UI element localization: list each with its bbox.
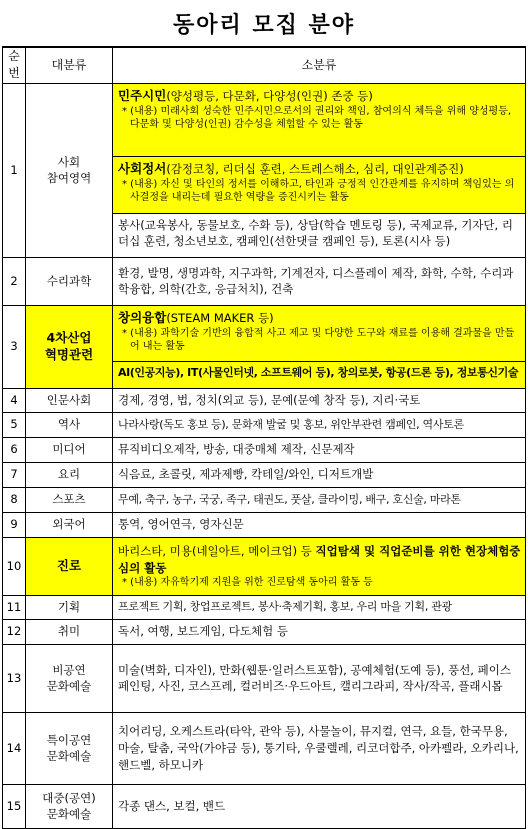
row-category: 비공연 문화예술: [26, 644, 113, 712]
sub-block: [113, 156, 525, 213]
row-no: 8: [3, 487, 26, 512]
table-row: [3, 487, 526, 512]
sub-head: 사회정서: [118, 160, 167, 176]
row-no: 14: [3, 712, 26, 784]
table-row: [3, 388, 526, 412]
row-category: 취미: [26, 619, 113, 644]
row-no: 7: [3, 462, 26, 487]
row-no: 11: [3, 595, 26, 619]
row-category: 수리과학: [26, 257, 113, 305]
row-category: 대중(공연) 문화예술: [26, 784, 113, 828]
sub-block: [113, 306, 525, 361]
sub-text: (감정코칭, 리더십 훈련, 스트레스해소, 심리, 대인관계증진): [166, 161, 464, 176]
table-row: [3, 462, 526, 487]
row-subcategory: 프로젝트 기획, 창업프로젝트, 봉사·축제기획, 홍보, 우리 마을 기획, 관광: [113, 595, 526, 619]
table-row: [3, 437, 526, 462]
row-category: 사회 참여영역: [26, 83, 113, 257]
table-row: [3, 537, 526, 595]
row-subcategory: 경제, 경영, 법, 정치(외교 등), 문예(문예 창작 등), 지리·국토: [113, 388, 526, 412]
row-category: 진로: [26, 537, 113, 595]
sub-block: AI(인공지능), IT(사물인터넷, 소프트웨어 등), 창의로봇, 항공(드론 등), 정보통신기술: [113, 361, 525, 388]
row-category: 스포츠: [26, 487, 113, 512]
row-category: 4차산업 혁명관련: [26, 305, 113, 388]
table-row: [3, 83, 526, 257]
row-no: 1: [3, 83, 26, 257]
row-subcategory: 독서, 여행, 보드게임, 다도체험 등: [113, 619, 526, 644]
header-no: 순번: [3, 47, 26, 83]
table-row: [3, 712, 526, 784]
page-title: 동아리 모집 분야: [172, 12, 356, 38]
row-category: 기획: [26, 595, 113, 619]
table-row: [3, 595, 526, 619]
table-header-row: [3, 47, 526, 83]
table-row: [3, 619, 526, 644]
row-no: 10: [3, 537, 26, 595]
row-no: 9: [3, 512, 26, 537]
row-no: 13: [3, 644, 26, 712]
row-subcategory: 각종 댄스, 보컬, 밴드: [113, 784, 526, 828]
row-subcategory: [113, 83, 526, 257]
row-no: 15: [3, 784, 26, 828]
table-row: [3, 412, 526, 437]
row-category: 역사: [26, 412, 113, 437]
table-row: [3, 644, 526, 712]
row-subcategory: 치어리딩, 오케스트라(타악, 관악 등), 사물놀이, 뮤지컬, 연극, 요들, 한국무용, 마술, 탈춤, 국악(가야금 등), 통기타, 우쿨렐레, 리코더합주, 아카펠라, 오카리나, 핸드벨, 하모니카: [113, 712, 526, 784]
row-subcategory: 뮤직비디오제작, 방송, 대중매체 제작, 신문제작: [113, 437, 526, 462]
table-row: [3, 305, 526, 388]
sub-note: * (내용) 자유학기제 지원을 위한 진로탐색 동아리 활동 등: [122, 577, 373, 589]
row-category: 인문사회: [26, 388, 113, 412]
sub-block: 봉사(교육봉사, 동물보호, 수화 등), 상담(학습 멘토링 등), 국제교류, 기자단, 리더십 훈련, 청소년보호, 캠페인(선한댓글 캠페인 등), 토론(시사 등): [113, 213, 525, 257]
row-subcategory: 환경, 발명, 생명과학, 지구과학, 기계전자, 디스플레이 제작, 화학, 수학, 수리과학융합, 의학(간호, 응급처치), 건축: [113, 257, 526, 305]
row-subcategory: [113, 305, 526, 388]
header-category: 대분류: [26, 47, 113, 83]
row-no: 4: [3, 388, 26, 412]
sub-head: 민주시민: [118, 87, 167, 103]
sub-text: (STEAM MAKER 등): [166, 310, 274, 325]
row-subcategory: 통역, 영어연극, 영자신문: [113, 512, 526, 537]
row-no: 2: [3, 257, 26, 305]
row-category: 미디어: [26, 437, 113, 462]
table-row: [3, 512, 526, 537]
row-subcategory: [113, 537, 526, 595]
sub-block: [113, 84, 525, 156]
row-subcategory: 미술(벽화, 디자인), 만화(웹툰·일러스트포함), 공예체험(도예 등), 풍선, 페이스페인팅, 사진, 코스프레, 컬러비즈·우드아트, 캘리그라피, 작사/작곡, 플래시몹: [113, 644, 526, 712]
row-category: 요리: [26, 462, 113, 487]
row-category: 외국어: [26, 512, 113, 537]
row-category: 특이공연 문화예술: [26, 712, 113, 784]
club-category-table: [2, 46, 526, 829]
table-row: [3, 257, 526, 305]
row-subcategory: 나라사랑(독도 홍보 등), 문화재 발굴 및 홍보, 위안부관련 캠페인, 역사토론: [113, 412, 526, 437]
sub-strong: 직업탐색 및 직업준비를 위한 현장체험중심의 활동: [118, 543, 521, 575]
sub-head: 창의융합: [118, 309, 167, 325]
row-subcategory: 식음료, 초콜릿, 제과제빵, 칵테일/와인, 디저트개발: [113, 462, 526, 487]
row-no: 3: [3, 305, 26, 388]
sub-text: 바리스타, 미용(네일아트, 메이크업) 등: [118, 543, 316, 558]
row-no: 12: [3, 619, 26, 644]
sub-note: * (내용) 자신 및 타인의 정서를 이해하고, 타인과 긍정적 인간관계를 유지하며 책임있는 의사결정을 내리는데 필요한 역량을 증진시키는 활동: [122, 178, 515, 204]
sub-text: (양성평등, 다문화, 다양성(인권) 존중 등): [166, 88, 373, 103]
table-row: [3, 784, 526, 828]
row-no: 6: [3, 437, 26, 462]
row-no: 5: [3, 412, 26, 437]
header-subcategory: 소분류: [113, 47, 526, 83]
sub-note: * (내용) 과학기술 기반의 융합적 사고 제고 및 다양한 도구와 재료를 이용해 결과물을 만들어 내는 활동: [122, 327, 515, 353]
row-subcategory: 무예, 축구, 농구, 국궁, 족구, 태권도, 풋살, 클라이밍, 배구, 호신술, 마라톤: [113, 487, 526, 512]
sub-note: * (내용) 미래사회 성숙한 민주시민으로서의 권리와 책임, 참여의식 체득을 위해 양성평등, 다문화 및 다양성(인권) 감수성을 체험할 수 있는 활동: [122, 105, 512, 131]
